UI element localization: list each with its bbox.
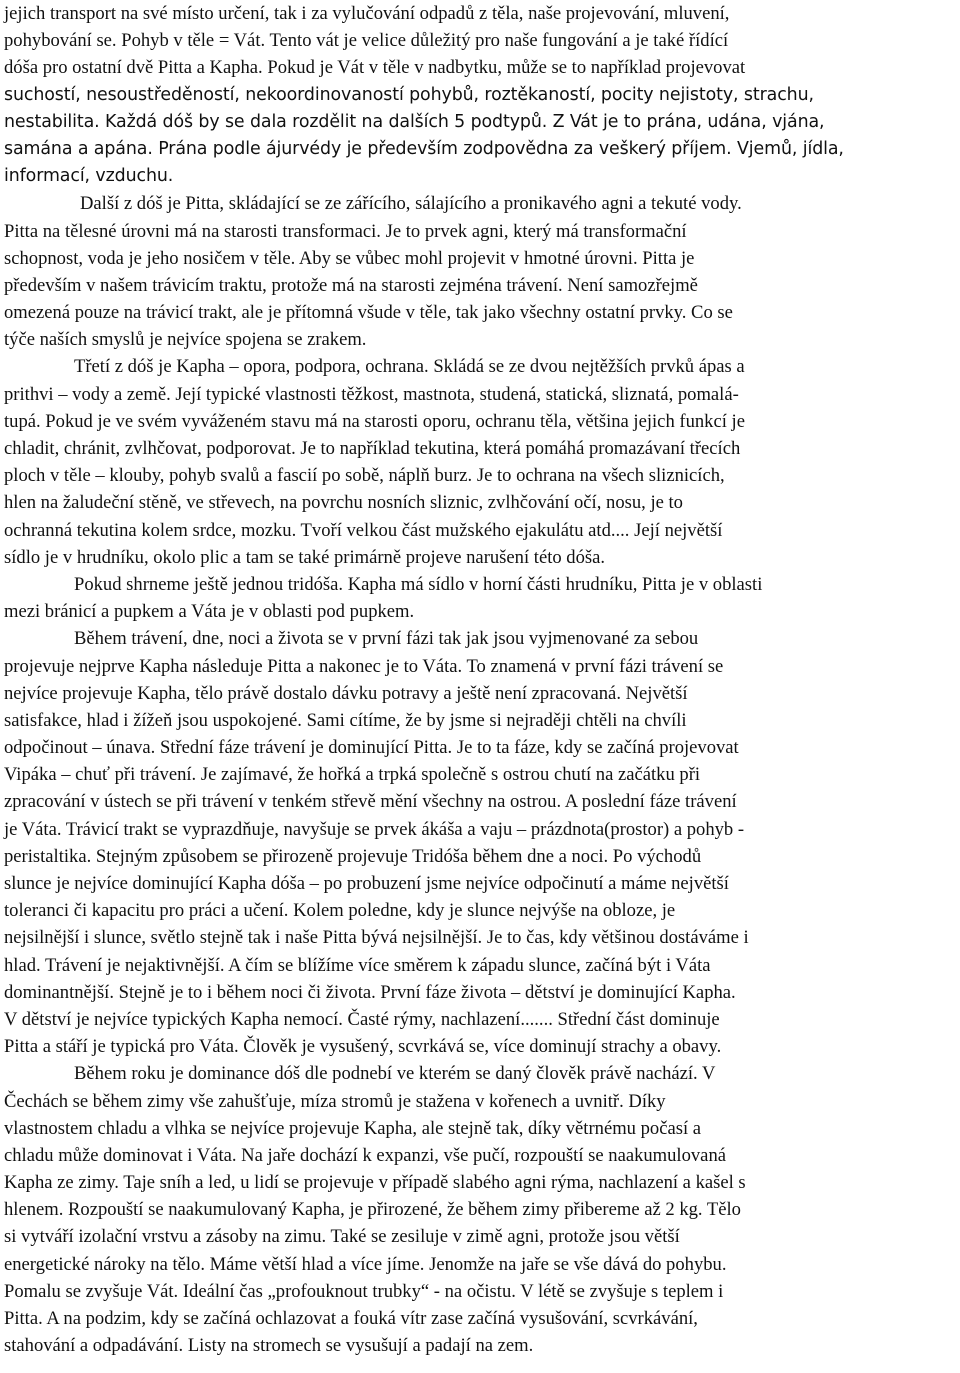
text-line: energetické nároky na tělo. Máme větší hlad a více jíme. Jenomže na jaře se vše dává do pohybu. [4, 1253, 727, 1275]
text-line: samána a apána. Prána podle ájurvédy je především zodpovědna za veškerý příjem. Vjemů, jídla, [4, 138, 844, 159]
text-line: hlenem. Rozpouští se naakumulovaný Kapha, je přirozené, že během zimy přibereme až 2 kg. Tělo [4, 1199, 741, 1221]
text-line: odpočinout – únava. Střední fáze trávení je dominující Pitta. Je to ta fáze, kdy se začíná projevovat [4, 737, 739, 759]
text-line: stahování a odpadávání. Listy na stromech se vysušují a padají na zem. [4, 1335, 534, 1357]
text-line: sídlo je v hrudníku, okolo plic a tam se také primárně projeve narušení této dóša. [4, 546, 606, 568]
text-line: satisfakce, hlad i žížeň jsou uspokojené. Sami cítíme, že by jsme si nejraději chtěli na chvíli [4, 709, 687, 731]
text-line: prithvi – vody a země. Její typické vlastnosti těžkost, mastnota, studená, statická, sliznatá, pomalá- [4, 383, 739, 405]
text-line: hlad. Trávení je nejaktivnější. A čím se blížíme více směrem k západu slunce, začíná být i Váta [4, 954, 711, 976]
text-line: je Váta. Trávicí trakt se vyprazdňuje, navyšuje se prvek ákáša a vaju – prázdnota(prostor) a pohyb - [4, 818, 745, 840]
paragraph-start-line: Třetí z dóš je Kapha – opora, podpora, ochrana. Skládá se ze dvou nejtěžších prvků ápas a [74, 356, 745, 378]
text-line: V dětství je nejvíce typických Kapha nemocí. Časté rýmy, nachlazení....... Střední část dominuje [4, 1008, 720, 1030]
text-line: peristaltika. Stejným způsobem se přirozeně projevuje Tridóša během dne a noci. Po východů [4, 845, 702, 867]
text-line: omezená pouze na trávicí trakt, ale je přítomná všude v těle, tak jako všechny ostatní prvky. Co se [4, 302, 733, 324]
text-line: mezi bránicí a pupkem a Váta je v oblasti pod pupkem. [4, 601, 415, 623]
text-line: týče naších smyslů je nejvíce spojena se zrakem. [4, 329, 367, 351]
text-line: chladit, chránit, zvlhčovat, podporovat. Je to například tekutina, která pomáhá promazávaní třecích [4, 438, 741, 459]
text-line: hlen na žaludeční stěně, ve střevech, na povrchu nosních sliznic, zvlhčování očí, nosu, je to [4, 492, 683, 514]
text-line: si vytváří izolační vrstvu a zásoby na zimu. Také se zesiluje v zimě agni, protože jsou větší [4, 1226, 680, 1248]
text-line: nestabilita. Každá dóš by se dala rozdělit na dalších 5 podtypů. Z Vát je to prána, udána, vjána, [4, 111, 825, 132]
text-line: dóša pro ostatní dvě Pitta a Kapha. Pokud je Vát v těle v nadbytku, může se to například projevovat [4, 57, 746, 79]
text-line: vlastnostem chladu a vlhka se nejvíce projevuje Kapha, ale stejně tak, díky větrnému počasí a [4, 1117, 702, 1139]
text-line: projevuje nejprve Kapha následuje Pitta a nakonec je to Váta. To znamená v první fázi trávení se [4, 655, 724, 677]
text-line: toleranci či kapacitu pro práci a učení. Kolem poledne, kdy je slunce nejvýše na obloze, je [4, 900, 676, 922]
text-line: pohybování se. Pohyb v těle = Vát. Tento vát je velice důležitý pro naše fungování a je také řídící [4, 30, 729, 52]
text-line: zpracování v ústech se při trávení v tenkém střevě mění všechny na ostrou. A poslední fáze trávení [4, 791, 737, 813]
text-line: Čechách se během zimy vše zahušťuje, míza stromů je stažena v kořenech a uvnitř. Díky [4, 1090, 666, 1112]
text-line: Vipáka – chuť při trávení. Je zajímavé, že hořká a trpká společně s ostrou chutí na začátku při [4, 764, 701, 786]
text-line: slunce je nejvíce dominující Kapha dóša – po probuzení jsme nejvíce odpočinutí a máme největší [4, 873, 729, 894]
text-line: dominantnější. Stejně je to i během noci či života. První fáze života – dětství je dominující Kapha. [4, 981, 736, 1003]
document-page [4, 0, 956, 1359]
text-line: chladu může dominovat i Váta. Na jaře dochází k expanzi, vše pučí, rozpouští se naakumulovaná [4, 1144, 726, 1166]
text-line: Pomalu se zvyšuje Vát. Ideální čas „profouknout trubky“ - na očistu. V létě se zvyšuje s teplem i [4, 1280, 724, 1302]
text-line: ochranná tekutina kolem srdce, mozku. Tvoří velkou část mužského ejakulátu atd.... Její největší [4, 519, 723, 541]
text-line: nejsilnější i slunce, světlo stejně tak i naše Pitta bývá nejsilnější. Je to čas, kdy většinou dostáváme i [4, 927, 749, 949]
text-line: Kapha ze zimy. Taje sníh a led, u lidí se projevuje v případě slabého agni rýma, nachlazení a kašel s [4, 1172, 746, 1194]
paragraph-start-line: Další z dóš je Pitta, skládající se ze zářícího, sálajícího a pronikavého agni a tekuté vody. [80, 193, 742, 215]
text-line: suchostí, nesoustředěností, nekoordinovaností pohybů, roztěkaností, pocity nejistoty, strachu, [4, 84, 814, 105]
text-line: informací, vzduchu. [4, 166, 174, 187]
paragraph-start-line: Během trávení, dne, noci a života se v první fázi tak jak jsou vyjmenované za sebou [74, 628, 699, 650]
text-line: ploch v těle – klouby, pohyb svalů a fascií po sobě, náplň burz. Je to ochrana na všech sliznicích, [4, 465, 725, 487]
text-line: Pitta na tělesné úrovni má na starosti transformaci. Je to prvek agni, který má transformační [4, 220, 687, 242]
text-line: především v našem trávicím traktu, protože má na starosti zejména trávení. Není samozřejmě [4, 274, 698, 296]
paragraph-start-line: Během roku je dominance dóš dle podnebí ve kterém se daný člověk právě nachází. V [74, 1063, 716, 1085]
text-line: Pitta a stáří je typická pro Váta. Člověk je vysušený, scvrkává se, více dominují strachy a obavy. [4, 1036, 722, 1058]
text-line: Pitta. A na podzim, kdy se začíná ochlazovat a fouká vítr zase začíná vysušování, scvrkávání, [4, 1308, 698, 1329]
text-line: tupá. Pokud je ve svém vyváženém stavu má na starosti oporu, ochranu těla, většina jejich funkcí je [4, 410, 745, 432]
text-line: schopnost, voda je jeho nosičem v těle. Aby se vůbec mohl projevit v hmotné úrovni. Pitta je [4, 247, 695, 269]
text-line: jejich transport na své místo určení, tak i za vylučování odpadů z těla, naše projevování, mluvení, [4, 3, 730, 24]
paragraph-start-line: Pokud shrneme ještě jednou tridóša. Kapha má sídlo v horní části hrudníku, Pitta je v oblasti [74, 573, 763, 595]
text-line: nejvíce projevuje Kapha, tělo právě dostalo dávku potravy a ještě není zpracovaná. Největší [4, 682, 688, 704]
